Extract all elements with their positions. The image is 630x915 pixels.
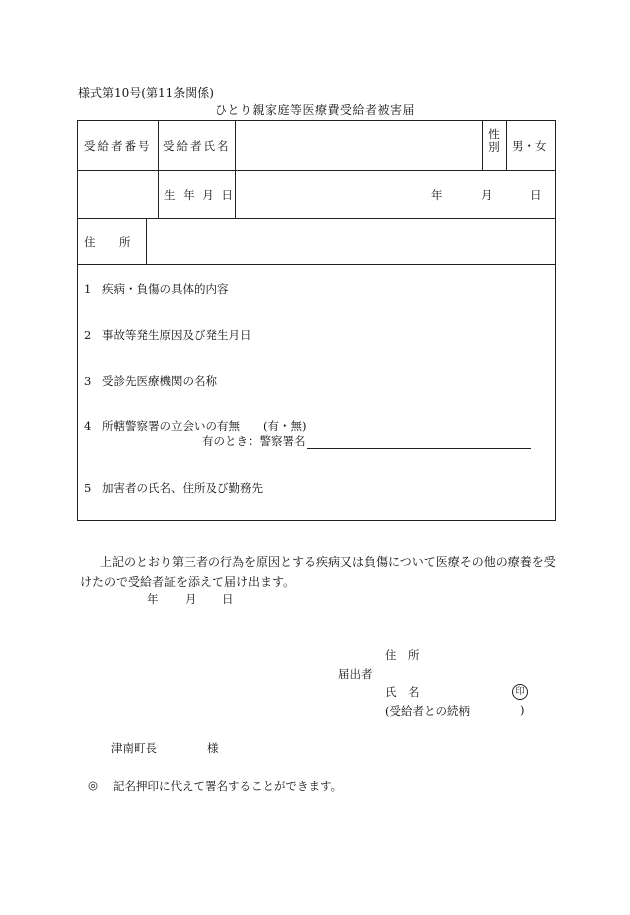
col-divider-c	[482, 121, 483, 170]
honorific-label: 様	[207, 741, 219, 755]
item-2: 2 事故等発生原因及び発生月日	[84, 328, 252, 342]
item-1: 1 疾病・負傷の具体的内容	[84, 282, 229, 296]
birth-year-label: 年	[431, 187, 443, 202]
applicant-label: 届出者	[338, 667, 373, 681]
applicant-name-label: 氏 名	[385, 685, 420, 699]
police-station-line[interactable]: 有のとき：警察署名	[202, 433, 531, 449]
seal-icon: 印	[512, 683, 528, 700]
note-text: 記名押印に代えて署名することができます。	[113, 779, 343, 793]
recipient-name-field[interactable]	[236, 121, 482, 170]
col-divider-d	[506, 121, 507, 170]
note-mark-icon: ◎	[88, 778, 99, 792]
town-mayor-label: 津南町長	[111, 741, 157, 755]
statement-text: 上記のとおり第三者の行為を原因とする疾病又は負傷について医療その他の療養を受けたので受給者証を添えて届け出ます。	[80, 555, 556, 589]
relation-close: )	[520, 703, 525, 717]
sex-options[interactable]: 男・女	[512, 138, 547, 153]
birthdate-label: 生 年 月 日	[164, 187, 235, 202]
submit-day-label: 日	[222, 592, 234, 606]
form-title: ひとり親家庭等医療費受給者被害届	[214, 103, 415, 117]
recipient-name-label: 受給者氏名	[163, 138, 231, 153]
police-station-underline	[307, 436, 531, 449]
applicant-address-label: 住 所	[385, 648, 420, 662]
birth-month-label: 月	[481, 187, 493, 202]
address-label: 住 所	[84, 234, 137, 249]
form-number: 様式第10号(第11条関係)	[78, 86, 214, 100]
address-field[interactable]	[147, 219, 555, 264]
item-4: 4 所轄警察署の立会いの有無 (有・無)	[84, 419, 307, 433]
relation-label: (受給者との続柄	[385, 704, 470, 718]
form-table	[77, 120, 556, 521]
submit-month-label: 月	[185, 592, 197, 606]
recipient-number-field-2[interactable]	[78, 171, 158, 218]
submit-year-label: 年	[147, 592, 159, 606]
item-3: 3 受診先医療機関の名称	[84, 374, 217, 388]
sex-label: 性別	[488, 127, 500, 154]
row-divider-3	[78, 264, 555, 265]
recipient-number-label: 受給者番号	[84, 138, 152, 153]
birth-day-label: 日	[530, 187, 542, 202]
item-5: 5 加害者の氏名、住所及び勤務先	[84, 481, 263, 495]
